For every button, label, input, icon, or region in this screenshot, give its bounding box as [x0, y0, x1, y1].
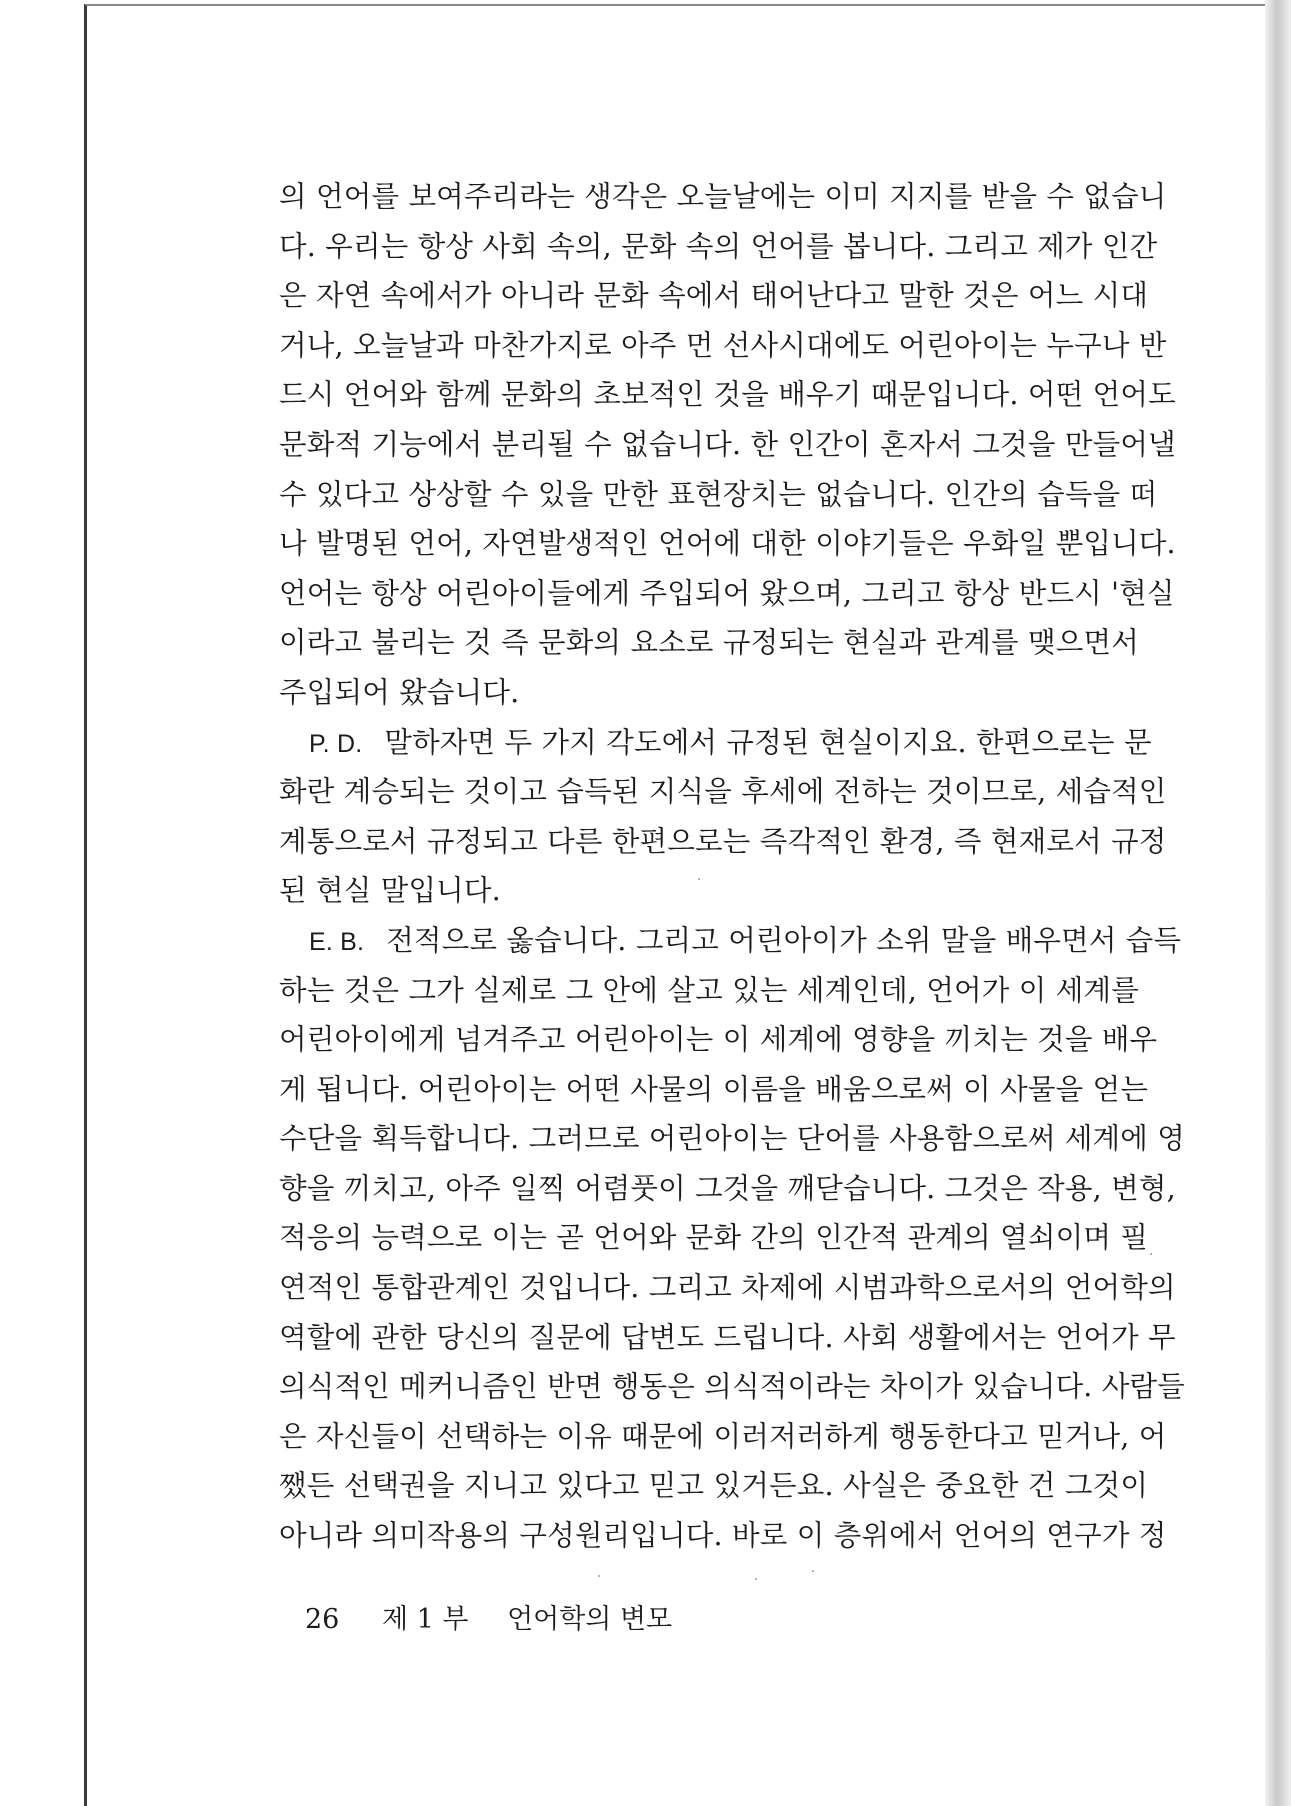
text-line: 의 언어를 보여주리라는 생각은 오늘날에는 이미 지지를 받을 수 없습니 [279, 180, 1167, 213]
text-line: 드시 언어와 함께 문화의 초보적인 것을 배우기 때문입니다. 어떤 언어도 [279, 378, 1176, 412]
dialogue-text: 전적으로 옳습니다. 그리고 어린아이가 소위 말을 배우면서 습득 [386, 923, 1182, 957]
text-line: 아니라 의미작용의 구성원리입니다. 바로 이 층위에서 언어의 연구가 정 [279, 1519, 1167, 1553]
text-line: 언어는 항상 어린아이들에게 주입되어 왔으며, 그리고 항상 반드시 '현실 [279, 576, 1175, 610]
text-line: 된 현실 말입니다. [279, 874, 501, 908]
scan-speck [698, 878, 700, 880]
text-line: 이라고 불리는 것 즉 문화의 요소로 규정되는 현실과 관계를 맺으면서 [279, 626, 1139, 660]
text-line: 역할에 관한 당신의 질문에 답변도 드립니다. 사회 생활에서는 언어가 무 [279, 1320, 1176, 1354]
text-line: 문화적 기능에서 분리될 수 없습니다. 한 인간이 혼자서 그것을 만들어낼 [279, 427, 1176, 461]
text-line: 다. 우리는 항상 사회 속의, 문화 속의 언어를 봅니다. 그리고 제가 인간 [279, 229, 1158, 263]
dialogue-text: 말하자면 두 가지 각도에서 규정된 현실이지요. 한편으로는 문 [384, 725, 1152, 759]
text-line: 수단을 획득합니다. 그러므로 어린아이는 단어를 사용함으로써 세계에 영 [279, 1122, 1186, 1156]
text-line: 은 자신들이 선택하는 이유 때문에 이러저러하게 행동한다고 믿거나, 어 [279, 1419, 1167, 1453]
text-line: 의식적인 메커니즘인 반면 행동은 의식적이라는 차이가 있습니다. 사람들 [279, 1370, 1186, 1404]
dialogue-line [279, 718, 1152, 768]
text-line: 거나, 오늘날과 마찬가지로 아주 먼 선사시대에도 어린아이는 누구나 반 [279, 328, 1167, 362]
speaker-label: P. D. [309, 729, 363, 758]
text-line: 주입되어 왔습니다. [279, 675, 520, 709]
text-line: 어린아이에게 넘겨주고 어린아이는 이 세계에 영향을 끼치는 것을 배우 [279, 1023, 1158, 1057]
text-line: 향을 끼치고, 아주 일찍 어렴풋이 그것을 깨닫습니다. 그것은 작용, 변형, [279, 1171, 1176, 1205]
scan-speck [755, 1578, 757, 1580]
part-label: 제 1 부 [381, 1604, 469, 1635]
text-line: 나 발명된 언어, 자연발생적인 언어에 대한 이야기들은 우화일 뿐입니다. [279, 527, 1176, 561]
dialogue-line [279, 916, 1182, 966]
scan-speck [598, 1575, 600, 1577]
page-binding-shadow [1265, 0, 1291, 1806]
speaker-label: E. B. [309, 927, 365, 956]
scan-speck [1150, 1253, 1152, 1255]
text-line: 게 됩니다. 어린아이는 어떤 사물의 이름을 배움으로써 이 사물을 얻는 [279, 1072, 1149, 1106]
text-line: 은 자연 속에서가 아니라 문화 속에서 태어난다고 말한 것은 어느 시대 [279, 279, 1149, 313]
page-number: 26 [305, 1604, 340, 1635]
page-footer [305, 1597, 672, 1636]
body-text [279, 172, 1186, 1561]
text-line: 하는 것은 그가 실제로 그 안에 살고 있는 세계인데, 언어가 이 세계를 [279, 973, 1139, 1007]
text-line: 연적인 통합관계인 것입니다. 그리고 차제에 시범과학으로서의 언어학의 [279, 1271, 1176, 1305]
text-line: 수 있다고 상상할 수 있을 만한 표현장치는 없습니다. 인간의 습득을 떠 [279, 477, 1158, 511]
scan-background-left [0, 0, 84, 1806]
scan-speck [812, 1570, 814, 1572]
chapter-title: 언어학의 변모 [507, 1604, 673, 1635]
text-line: 계통으로서 규정되고 다른 한편으로는 즉각적인 환경, 즉 현재로서 규정 [279, 824, 1167, 858]
text-line: 쨌든 선택권을 지니고 있다고 믿고 있거든요. 사실은 중요한 건 그것이 [279, 1469, 1149, 1503]
text-line: 화란 계승되는 것이고 습득된 지식을 후세에 전하는 것이므로, 세습적인 [279, 775, 1167, 809]
text-line: 적응의 능력으로 이는 곧 언어와 문화 간의 인간적 관계의 열쇠이며 필 [279, 1221, 1149, 1255]
